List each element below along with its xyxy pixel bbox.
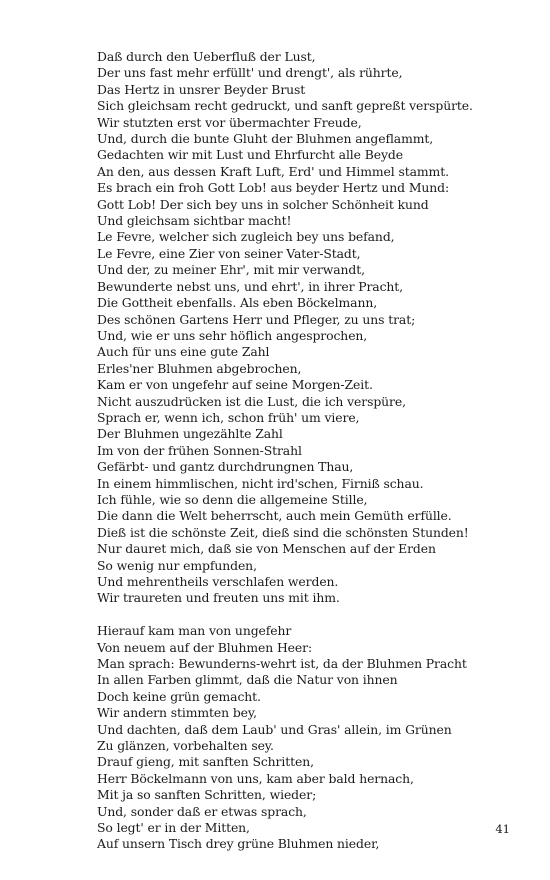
poem-line: Es brach ein froh Gott Lob! aus beyder Hertz und Mund: xyxy=(97,180,450,196)
poem-line: In allen Farben glimmt, daß die Natur von ihnen xyxy=(97,672,398,688)
poem-line: Gefärbt- und gantz durchdrungnen Thau, xyxy=(97,459,354,475)
poem-line: Man sprach: Bewunderns-wehrt ist, da der Bluhmen Pracht xyxy=(97,656,467,672)
poem-line: Und, durch die bunte Gluht der Bluhmen angeflammt, xyxy=(97,131,434,147)
poem-line: Und gleichsam sichtbar macht! xyxy=(97,213,292,229)
poem-line: Wir stutzten erst vor übermachter Freude, xyxy=(97,114,362,130)
poem-line: Gedachten wir mit Lust und Ehrfurcht alle Beyde xyxy=(97,147,403,163)
poem-line: Hierauf kam man von ungefehr xyxy=(97,623,292,639)
poem-text xyxy=(97,49,517,853)
poem-line: Der Bluhmen ungezählte Zahl xyxy=(97,426,283,442)
poem-line: Und der, zu meiner Ehr', mit mir verwandt, xyxy=(97,262,365,278)
poem-line: So legt' er in der Mitten, xyxy=(97,820,250,836)
poem-line: Mit ja so sanften Schritten, wieder; xyxy=(97,787,317,803)
poem-line: Doch keine grün gemacht. xyxy=(97,688,261,704)
poem-line: Gott Lob! Der sich bey uns in solcher Schönheit kund xyxy=(97,196,429,212)
poem-line: Des schönen Gartens Herr und Pfleger, zu uns trat; xyxy=(97,311,416,327)
poem-line: Die Gottheit ebenfalls. Als eben Böckelmann, xyxy=(97,295,378,311)
poem-line: Wir traureten und freuten uns mit ihm. xyxy=(97,590,340,606)
page-number: 41 xyxy=(495,822,510,836)
poem-line: Kam er von ungefehr auf seine Morgen-Zeit. xyxy=(97,377,373,393)
poem-line: Von neuem auf der Bluhmen Heer: xyxy=(97,639,313,655)
poem-line: An den, aus dessen Kraft Luft, Erd' und Himmel stammt. xyxy=(97,163,449,179)
poem-line: Erles'ner Bluhmen abgebrochen, xyxy=(97,360,302,376)
poem-line: Und, wie er uns sehr höflich angesprochen, xyxy=(97,327,368,343)
poem-line: Das Hertz in unsrer Beyder Brust xyxy=(97,81,306,97)
poem-line: Nicht auszudrücken ist die Lust, die ich verspüre, xyxy=(97,393,406,409)
poem-line: Dieß ist die schönste Zeit, dieß sind die schönsten Stunden! xyxy=(97,524,469,540)
poem-line: Und mehrentheils verschlafen werden. xyxy=(97,574,339,589)
poem-line: Auch für uns eine gute Zahl xyxy=(97,344,270,360)
poem-line: Und, sonder daß er etwas sprach, xyxy=(97,803,307,819)
poem-line: Sich gleichsam recht gedruckt, und sanft gepreßt verspürte. xyxy=(97,98,473,114)
stanza-1 xyxy=(97,49,517,607)
poem-line: Sprach er, wenn ich, schon früh' um viere, xyxy=(97,409,360,425)
poem-line: Ich fühle, wie so denn die allgemeine Stille, xyxy=(97,491,368,507)
poem-line: Im von der frühen Sonnen-Strahl xyxy=(97,442,302,458)
poem-line: Le Fevre, eine Zier von seiner Vater-Stadt, xyxy=(97,245,361,261)
poem-line: Herr Böckelmann von uns, kam aber bald hernach, xyxy=(97,770,414,786)
poem-line: Daß durch den Ueberfluß der Lust, xyxy=(97,49,316,64)
poem-line: Le Fevre, welcher sich zugleich bey uns befand, xyxy=(97,229,395,245)
poem-line: Der uns fast mehr erfüllt' und drengt', als rührte, xyxy=(97,65,403,81)
poem-line: Wir andern stimmten bey, xyxy=(97,705,258,721)
poem-line: Und dachten, daß dem Laub' und Gras' allein, im Grünen xyxy=(97,721,452,737)
poem-line: Drauf gieng, mit sanften Schritten, xyxy=(97,754,314,770)
poem-line: So wenig nur empfunden, xyxy=(97,557,257,573)
stanza-2 xyxy=(97,623,517,853)
poem-line: Bewunderte nebst uns, und ehrt', in ihrer Pracht, xyxy=(97,278,404,294)
poem-line: Auf unsern Tisch drey grüne Bluhmen nieder, xyxy=(97,836,380,852)
poem-line: In einem himmlischen, nicht ird'schen, Firniß schau. xyxy=(97,475,424,491)
poem-line: Nur dauret mich, daß sie von Menschen auf der Erden xyxy=(97,541,436,557)
poem-line: Die dann die Welt beherrscht, auch mein Gemüth erfülle. xyxy=(97,508,452,524)
poem-line: Zu glänzen, vorbehalten sey. xyxy=(97,738,274,754)
